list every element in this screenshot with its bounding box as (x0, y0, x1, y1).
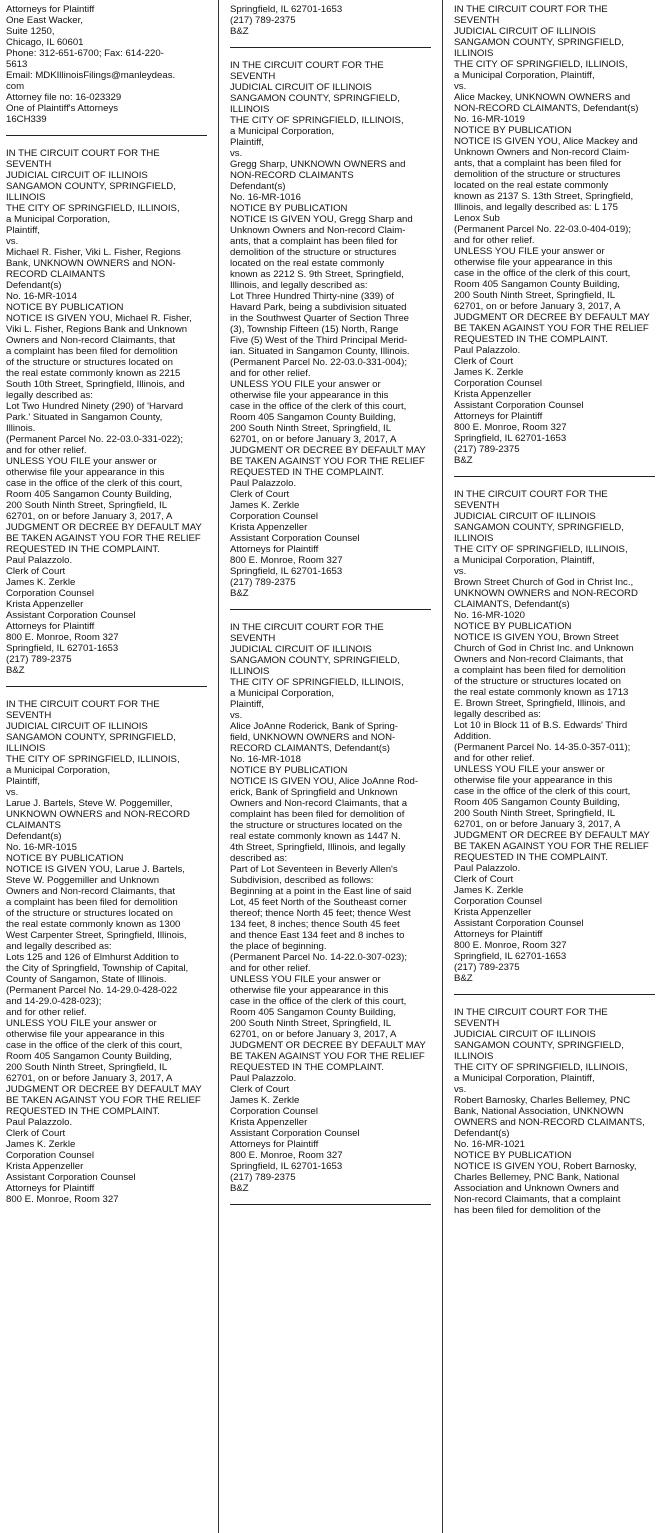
legal-notice (454, 1007, 655, 1216)
notice-text: Springfield, IL 62701-1653 (217) 789-2375 B&Z (230, 4, 343, 37)
legal-notice (230, 622, 431, 1194)
notice-separator (6, 686, 207, 687)
legal-notice (6, 148, 207, 676)
legal-notice (6, 0, 207, 125)
notice-separator (230, 47, 431, 48)
legal-notice (454, 489, 655, 984)
notice-separator (454, 476, 655, 477)
notice-text: IN THE CIRCUIT COURT FOR THE SEVENTH JUDICIAL CIRCUIT OF ILLINOIS SANGAMON COUNTY, SPRINGFIELD, ILLINOIS THE CITY OF SPRINGFIELD, ILLINOIS, a Municipal Corporation, Plaintiff, vs. Robert Barnosky, Charles Bellemey, PNC Bank, National Association, UNKNOWN OWNERS and NON-RECORD CLAIMANTS, Defendant(s) No. 16-MR-1021 NOTICE BY PUBLICATION NOTICE IS GIVEN YOU, Robert Barnosky, Charles Bellemey, PNC Bank, National Association and Unknown Owners and Non-record Claimants, that a complaint has been filed for demolition of the (454, 1007, 645, 1216)
notice-text: IN THE CIRCUIT COURT FOR THE SEVENTH JUDICIAL CIRCUIT OF ILLINOIS SANGAMON COUNTY, SPRINGFIELD, ILLINOIS THE CITY OF SPRINGFIELD, ILLINOIS, a Municipal Corporation, Plaintiff, vs. Gregg Sharp, UNKNOWN OWNERS and NON-RECORD CLAIMANTS Defendant(s) No. 16-MR-1016 NOTICE BY PUBLICATION NOTICE IS GIVEN YOU, Gregg Sharp and Unknown Owners and Non-record Claim- ants, that a complaint has been filed for demolition of the structure or structures located on the real estate commonly known as 2212 S. 9th Street, Springfield, Illinois, and legally described as: Lot Three Hundred Thirty-nine (339) of Havard Park, being a subdivision situated in the Southwest Quarter of Section Three (3), Township Fifteen (15) North, Range Five (5) West of the Third Principal Merid- ian. Situated in Sangamon County, Illinois. (Permanent Parcel No. 22-03.0-331-004); and for other relief. UNLESS YOU FILE your answer or otherwise file your appearance in this case in the office of the clerk of this court, Room 405 Sangamon County Building, 200 South Ninth Street, Springfield, IL 62701, on or before January 3, 2017, A JUDGMENT OR DECREE BY DEFAULT MAY BE TAKEN AGAINST YOU FOR THE RELIEF REQUESTED IN THE COMPLAINT. Paul Palazzolo. Clerk of Court James K. Zerkle Corporation Counsel Krista Appenzeller Assistant Corporation Counsel Attorneys for Plaintiff 800 E. Monroe, Room 327 Springfield, IL 62701-1653 (217) 789-2375 B&Z (230, 60, 426, 599)
column-1 (6, 0, 207, 1533)
notice-separator (230, 609, 431, 610)
notice-text: IN THE CIRCUIT COURT FOR THE SEVENTH JUDICIAL CIRCUIT OF ILLINOIS SANGAMON COUNTY, SPRINGFIELD, ILLINOIS THE CITY OF SPRINGFIELD, ILLINOIS, a Municipal Corporation, Plaintiff, vs. Brown Street Church of God in Christ Inc., UNKNOWN OWNERS and NON-RECORD CLAIMANTS, Defendant(s) No. 16-MR-1020 NOTICE BY PUBLICATION NOTICE IS GIVEN YOU, Brown Street Church of God in Christ Inc. and Unknown Owners and Non-record Claimants, that a complaint has been filed for demolition of the structure or structures located on the real estate commonly known as 1713 E. Brown Street, Springfield, Illinois, and legally described as: Lot 10 in Block 11 of B.S. Edwards' Third Addition. (Permanent Parcel No. 14-35.0-357-011); and for other relief. UNLESS YOU FILE your answer or otherwise file your appearance in this case in the office of the clerk of this court, Room 405 Sangamon County Building, 200 South Ninth Street, Springfield, IL 62701, on or before January 3, 2017, A JUDGMENT OR DECREE BY DEFAULT MAY BE TAKEN AGAINST YOU FOR THE RELIEF REQUESTED IN THE COMPLAINT. Paul Palazzolo. Clerk of Court James K. Zerkle Corporation Counsel Krista Appenzeller Assistant Corporation Counsel Attorneys for Plaintiff 800 E. Monroe, Room 327 Springfield, IL 62701-1653 (217) 789-2375 B&Z (454, 489, 650, 984)
column-divider (218, 0, 219, 1533)
column-3 (454, 0, 655, 1533)
notice-text: IN THE CIRCUIT COURT FOR THE SEVENTH JUDICIAL CIRCUIT OF ILLINOIS SANGAMON COUNTY, SPRINGFIELD, ILLINOIS THE CITY OF SPRINGFIELD, ILLINOIS, a Municipal Corporation, Plaintiff, vs. Michael R. Fisher, Viki L. Fisher, Regions Bank, UNKNOWN OWNERS and NON- RECORD CLAIMANTS Defendant(s) No. 16-MR-1014 NOTICE BY PUBLICATION NOTICE IS GIVEN YOU, Michael R. Fisher, Viki L. Fisher, Regions Bank and Unknown Owners and Non-record Claimants, that a complaint has been filed for demolition of the structure or structures located on the real estate commonly known as 2215 South 10th Street, Springfield, Illinois, and legally described as: Lot Two Hundred Ninety (290) of 'Harvard Park.' Situated in Sangamon County, Illinois. (Permanent Parcel No. 22-03.0-331-022); and for other relief. UNLESS YOU FILE your answer or otherwise file your appearance in this case in the office of the clerk of this court, Room 405 Sangamon County Building, 200 South Ninth Street, Springfield, IL 62701, on or before January 3, 2017, A JUDGMENT OR DECREE BY DEFAULT MAY BE TAKEN AGAINST YOU FOR THE RELIEF REQUESTED IN THE COMPLAINT. Paul Palazzolo. Clerk of Court James K. Zerkle Corporation Counsel Krista Appenzeller Assistant Corporation Counsel Attorneys for Plaintiff 800 E. Monroe, Room 327 Springfield, IL 62701-1653 (217) 789-2375 B&Z (6, 148, 202, 676)
notice-separator (454, 994, 655, 995)
notice-text: IN THE CIRCUIT COURT FOR THE SEVENTH JUDICIAL CIRCUIT OF ILLINOIS SANGAMON COUNTY, SPRINGFIELD, ILLINOIS THE CITY OF SPRINGFIELD, ILLINOIS, a Municipal Corporation, Plaintiff, vs. Alice Mackey, UNKNOWN OWNERS and NON-RECORD CLAIMANTS, Defendant(s) No. 16-MR-1019 NOTICE BY PUBLICATION NOTICE IS GIVEN YOU, Alice Mackey and Unknown Owners and Non-record Claim- ants, that a complaint has been filed for demolition of the structure or structures located on the real estate commonly known as 2137 S. 13th Street, Springfield, Illinois, and legally described as: L 175 Lenox Sub (Permanent Parcel No. 22-03.0-404-019); and for other relief. UNLESS YOU FILE your answer or otherwise file your appearance in this case in the office of the clerk of this court, Room 405 Sangamon County Building, 200 South Ninth Street, Springfield, IL 62701, on or before January 3, 2017, A JUDGMENT OR DECREE BY DEFAULT MAY BE TAKEN AGAINST YOU FOR THE RELIEF REQUESTED IN THE COMPLAINT. Paul Palazzolo. Clerk of Court James K. Zerkle Corporation Counsel Krista Appenzeller Assistant Corporation Counsel Attorneys for Plaintiff 800 E. Monroe, Room 327 Springfield, IL 62701-1653 (217) 789-2375 B&Z (454, 4, 650, 466)
legal-notice (454, 0, 655, 466)
notice-text: IN THE CIRCUIT COURT FOR THE SEVENTH JUDICIAL CIRCUIT OF ILLINOIS SANGAMON COUNTY, SPRINGFIELD, ILLINOIS THE CITY OF SPRINGFIELD, ILLINOIS, a Municipal Corporation, Plaintiff, vs. Alice JoAnne Roderick, Bank of Spring- field, UNKNOWN OWNERS and NON- RECORD CLAIMANTS, Defendant(s) No. 16-MR-1018 NOTICE BY PUBLICATION NOTICE IS GIVEN YOU, Alice JoAnne Rod- erick, Bank of Springfield and Unknown Owners and Non-record Claimants, that a complaint has been filed for demolition of the structure or structures located on the real estate commonly known as 1447 N. 4th Street, Springfield, Illinois, and legally described as: Part of Lot Seventeen in Beverly Allen's Subdivision, described as follows: Beginning at a point in the East line of said Lot, 45 feet North of the Southeast corner thereof; thence North 45 feet; thence West 134 feet, 8 inches; thence South 45 feet and thence East 134 feet and 8 inches to the place of beginning. (Permanent Parcel No. 14-22.0-307-023); and for other relief. UNLESS YOU FILE your answer or otherwise file your appearance in this case in the office of the clerk of this court, Room 405 Sangamon County Building, 200 South Ninth Street, Springfield, IL 62701, on or before January 3, 2017, A JUDGMENT OR DECREE BY DEFAULT MAY BE TAKEN AGAINST YOU FOR THE RELIEF REQUESTED IN THE COMPLAINT. Paul Palazzolo. Clerk of Court James K. Zerkle Corporation Counsel Krista Appenzeller Assistant Corporation Counsel Attorneys for Plaintiff 800 E. Monroe, Room 327 Springfield, IL 62701-1653 (217) 789-2375 B&Z (230, 622, 426, 1194)
notice-text: IN THE CIRCUIT COURT FOR THE SEVENTH JUDICIAL CIRCUIT OF ILLINOIS SANGAMON COUNTY, SPRINGFIELD, ILLINOIS THE CITY OF SPRINGFIELD, ILLINOIS, a Municipal Corporation, Plaintiff, vs. Larue J. Bartels, Steve W. Poggemiller, UNKNOWN OWNERS and NON-RECORD CLAIMANTS Defendant(s) No. 16-MR-1015 NOTICE BY PUBLICATION NOTICE IS GIVEN YOU, Larue J. Bartels, Steve W. Poggemiller and Unknown Owners and Non-record Claimants, that a complaint has been filed for demolition of the structure or structures located on the real estate commonly known as 1300 West Carpenter Street, Springfield, Illinois, and legally described as: Lots 125 and 126 of Elmhurst Addition to the City of Springfield, Township of Capital, County of Sangamon, State of Illinois. (Permanent Parcel No. 14-29.0-428-022 and 14-29.0-428-023); and for other relief. UNLESS YOU FILE your answer or otherwise file your appearance in this case in the office of the clerk of this court, Room 405 Sangamon County Building, 200 South Ninth Street, Springfield, IL 62701, on or before January 3, 2017, A JUDGMENT OR DECREE BY DEFAULT MAY BE TAKEN AGAINST YOU FOR THE RELIEF REQUESTED IN THE COMPLAINT. Paul Palazzolo. Clerk of Court James K. Zerkle Corporation Counsel Krista Appenzeller Assistant Corporation Counsel Attorneys for Plaintiff 800 E. Monroe, Room 327 (6, 699, 202, 1205)
legal-notice (230, 60, 431, 599)
column-2 (230, 0, 431, 1533)
legal-notice (230, 0, 431, 37)
notice-separator (6, 135, 207, 136)
legal-notice (6, 699, 207, 1205)
notice-separator (230, 1204, 431, 1205)
column-divider (442, 0, 443, 1533)
notice-text: Attorneys for Plaintiff One East Wacker, Suite 1250, Chicago, IL 60601 Phone: 312-651-6700; Fax: 614-220- 5613 Email: MDKIllinoisFilings@manleydeas. com Attorney file no: 16-023329 One of Plaintiff's Attorneys 16CH339 (6, 4, 176, 125)
